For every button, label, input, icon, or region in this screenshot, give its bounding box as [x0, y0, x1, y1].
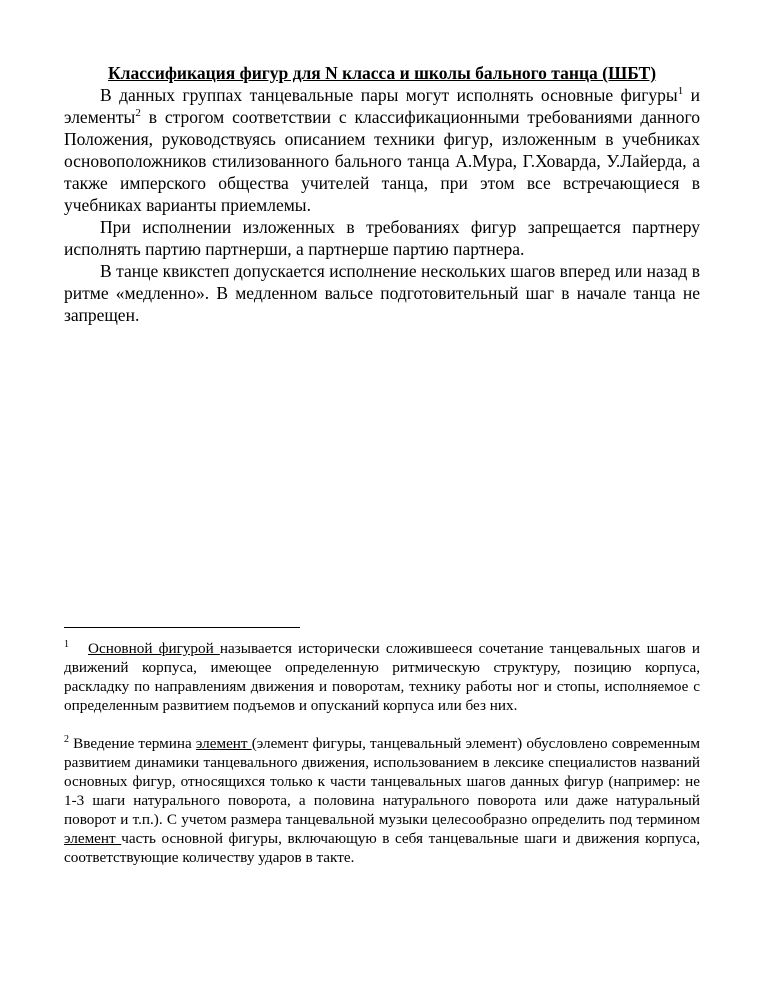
paragraph-text: В данных группах танцевальные пары могут исполнять основные фигуры [100, 85, 678, 105]
footnote-1 [64, 639, 700, 715]
footnote-text: называется исторически сложившееся сочетание танцевальных шагов и движений корпуса, имеющее определенную ритмическую структуру, позицию корпуса, раскладку по направлениям движения и поворотам, технику работы ног и стопы, исполняемое с определенным развитием подъемов и опусканий корпуса или без них. [64, 640, 700, 714]
footnote-term: элемент [195, 735, 252, 752]
paragraph-figures [64, 84, 700, 216]
paragraph-text: в строгом соответствии с классификационными требованиями данного Положения, руководствуясь описанием техники фигур, изложенным в учебниках основоположников стилизованного бального танца А.Мура, Г.Ховарда, У.Лайерда, а также имперского общества учителей танца, при этом все встречающиеся в учебниках варианты приемлемы. [64, 107, 700, 215]
document-body [64, 62, 700, 326]
footnote-text: (элемент фигуры, танцевальный элемент) обусловлено современным развитием динамики танцевального движения, использованием в лексике специалистов названий основных фигур, относящихся только к части танцевальных шагов данных фигур (например: не 1-3 шаги натурального поворота, а половина натурального поворота или даже натуральный поворот и т.п.). С учетом размера танцевальной музыки целесообразно определить под термином [64, 735, 700, 828]
paragraph-partner-roles: При исполнении изложенных в требованиях фигур запрещается партнеру исполнять партию партнерши, а партнерше партию партнера. [64, 217, 700, 259]
footnote-text: часть основной фигуры, включающую в себя танцевальные шаги и движения корпуса, соответствующие количеству ударов в такте. [64, 830, 700, 866]
footnote-ref-2[interactable]: 2 [135, 107, 141, 120]
footnote-text: Введение термина [69, 735, 196, 752]
footnote-term: элемент [64, 830, 122, 847]
paragraph-quickstep: В танце квикстеп допускается исполнение нескольких шагов вперед или назад в ритме «медленно». В медленном вальсе подготовительный шаг в начале танца не запрещен. [64, 261, 700, 325]
document-title: Классификация фигур для N класса и школы бального танца (ШБТ) [107, 63, 657, 83]
footnotes [64, 639, 700, 867]
paragraph-text: и элементы [64, 85, 700, 127]
footnote-term: Основной фигурой [88, 640, 220, 657]
footnote-number: 1 [64, 638, 69, 650]
footnote-ref-1[interactable]: 1 [677, 85, 684, 98]
footnote-separator [64, 627, 300, 628]
footnote-2 [64, 734, 700, 867]
footnote-number: 2 [64, 733, 69, 745]
